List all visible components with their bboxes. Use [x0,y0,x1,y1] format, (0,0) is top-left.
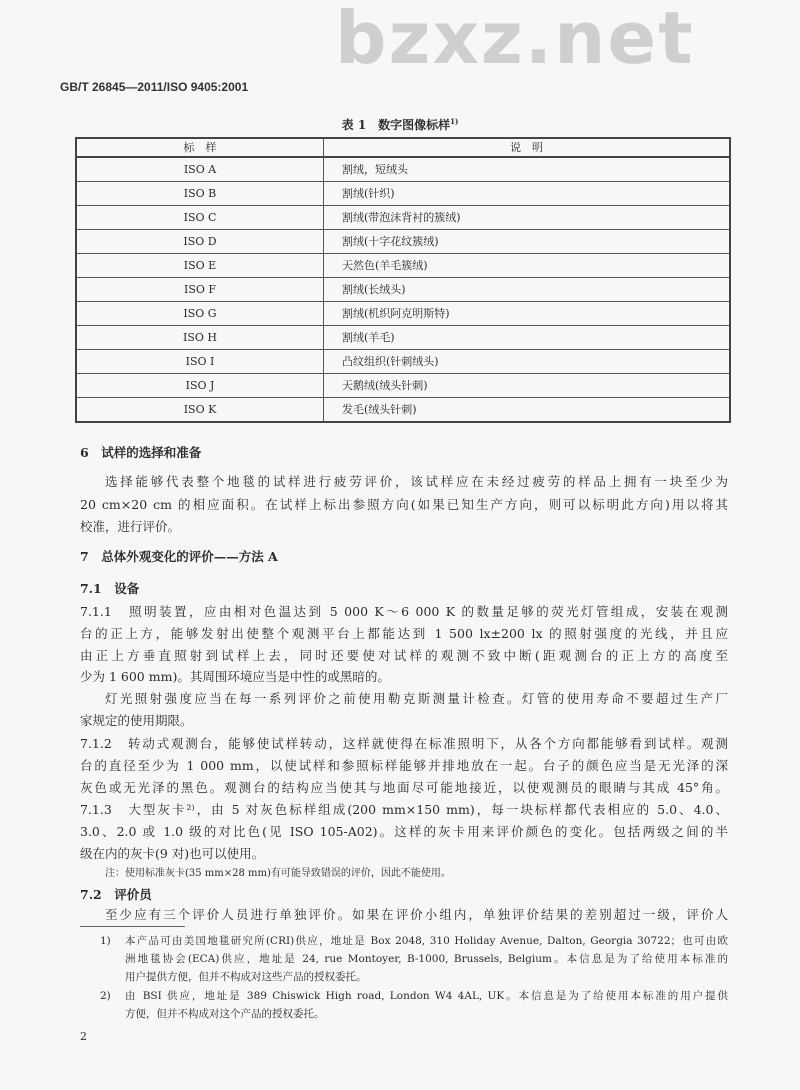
column-header-sample: 标 样 [76,138,324,157]
sample-description-cell: 割绒(带泡沫背衬的簇绒) [324,206,731,230]
table-row [76,278,730,302]
paragraph-line: 校准，进行评价。 [80,519,181,534]
sample-description-cell: 割绒(十字花纹簇绒) [324,230,731,254]
table-row [76,350,730,374]
paragraph-line: 7.1.2 转动式观测台，能够使试样转动，这样就使得在标准照明下，从各个方向都能够看到试样。观测 [80,736,728,751]
table-row [76,374,730,398]
sample-description-cell: 天然色(羊毛簇绒) [324,254,731,278]
note: 注：使用标准灰卡(35 mm×28 mm)有可能导致错误的评价，因此不能使用。 [105,868,451,879]
sample-description-cell: 割绒(机织阿克明斯特) [324,302,731,326]
paragraph-line: 选择能够代表整个地毯的试样进行疲劳评价，该试样应在未经过疲劳的样品上拥有一块至少为 [105,474,728,489]
table-row [76,206,730,230]
paragraph-line: 灰色或无光泽的黑色。观测台的结构应当使其与地面尽可能地接近，以使观测员的眼睛与其成 45°角。 [80,780,728,795]
table-row [76,326,730,350]
section-7-1-heading: 7.1 设备 [80,581,140,596]
paragraph-line: 由正上方垂直照射到试样上去，同时还要使对试样的观测不致中断(距观测台的正上方的高度至 [80,648,728,663]
section-7-heading: 7 总体外观变化的评价——方法 A [80,549,278,564]
table-row [76,302,730,326]
table-header-row [76,138,730,157]
sample-name-cell: ISO J [76,374,324,398]
sample-description-cell: 割绒，短绒头 [324,157,731,182]
paragraph-line: 级在内的灰卡(9 对)也可以使用。 [80,846,265,861]
table-title-footnote-ref: 1) [450,117,459,126]
footnote-number: 1) [100,935,111,947]
sample-description-cell: 割绒(羊毛) [324,326,731,350]
table-row [76,230,730,254]
sample-name-cell: ISO G [76,302,324,326]
sample-name-cell: ISO E [76,254,324,278]
table-row [76,157,730,182]
page-number: 2 [80,1030,87,1043]
sample-description-cell: 发毛(绒头针刺) [324,398,731,423]
column-header-description: 说 明 [324,138,731,157]
paragraph-line: 台的直径至少为 1 000 mm，以使试样和参照标样能够并排地放在一起。台子的颜色应当是无光泽的深 [80,758,728,773]
footnote-line: 本产品可由美国地毯研究所(CRI)供应，地址是 Box 2048, 310 Holiday Avenue, Dalton, Georgia 30722；也可由欧 [125,935,728,947]
table-row [76,254,730,278]
paragraph-line: 20 cm×20 cm 的相应面积。在试样上标出参照方向(如果已知生产方向，则可以标明此方向)用以将其 [80,497,728,512]
footnote-rule [80,926,185,927]
paragraph-line: 至少应有三个评价人员进行单独评价。如果在评价小组内，单独评价结果的差别超过一级，评价人 [105,907,728,922]
section-6-heading: 6 试样的选择和准备 [80,445,202,460]
table-title [0,114,800,133]
table-title-text: 表 1 数字图像标样 [341,118,451,132]
standard-number-header: GB/T 26845—2011/ISO 9405:2001 [60,80,249,94]
sample-name-cell: ISO D [76,230,324,254]
sample-name-cell: ISO K [76,398,324,423]
paragraph-line: 灯光照射强度应当在每一系列评价之前使用勒克斯测量计检查。灯管的使用寿命不要超过生产厂 [105,691,728,706]
footnote-line: 用户提供方便，但并不构成对这些产品的授权委托。 [125,971,367,983]
sample-name-cell: ISO I [76,350,324,374]
sample-name-cell: ISO F [76,278,324,302]
sample-description-cell: 天鹅绒(绒头针刺) [324,374,731,398]
paragraph-line: 台的正上方，能够发射出使整个观测平台上都能达到 1 500 lx±200 lx 的照射强度的光线，并且应 [80,626,728,641]
table-row [76,398,730,423]
paragraph-line: 家规定的使用期限。 [80,713,193,728]
sample-name-cell: ISO C [76,206,324,230]
sample-name-cell: ISO H [76,326,324,350]
footnote-line: 由 BSI 供应，地址是 389 Chiswick High road, London W4 4AL, UK。本信息是为了给使用本标准的用户提供 [125,990,728,1002]
sample-description-cell: 割绒(针织) [324,182,731,206]
table-row [76,182,730,206]
sample-name-cell: ISO A [76,157,324,182]
paragraph-line: 3.0、2.0 或 1.0 级的对比色(见 ISO 105-A02)。这样的灰卡用来评价颜色的变化。包括两级之间的半 [80,824,728,839]
paragraph-line: 7.1.3 大型灰卡²⁾，由 5 对灰色标样组成(200 mm×150 mm)，每一块标样都代表相应的 5.0、4.0、 [80,802,728,817]
footnote-line: 洲地毯协会(ECA)供应，地址是 24, rue Montoyer, B-1000, Brussels, Belgium。本信息是为了给使用本标准的 [125,953,728,965]
section-7-2-heading: 7.2 评价员 [80,887,152,902]
sample-table [75,137,731,423]
watermark: bzxz.net [335,0,695,80]
sample-name-cell: ISO B [76,182,324,206]
sample-description-cell: 割绒(长绒头) [324,278,731,302]
paragraph-line: 少为 1 600 mm)。其周围环境应当是中性的或黑暗的。 [80,669,390,684]
sample-description-cell: 凸纹组织(针刺绒头) [324,350,731,374]
footnote-line: 方便，但并不构成对这个产品的授权委托。 [125,1008,325,1020]
paragraph-line: 7.1.1 照明装置，应由相对色温达到 5 000 K～6 000 K 的数量足够的荧光灯管组成，安装在观测 [80,604,728,619]
footnote-number: 2) [100,990,111,1002]
